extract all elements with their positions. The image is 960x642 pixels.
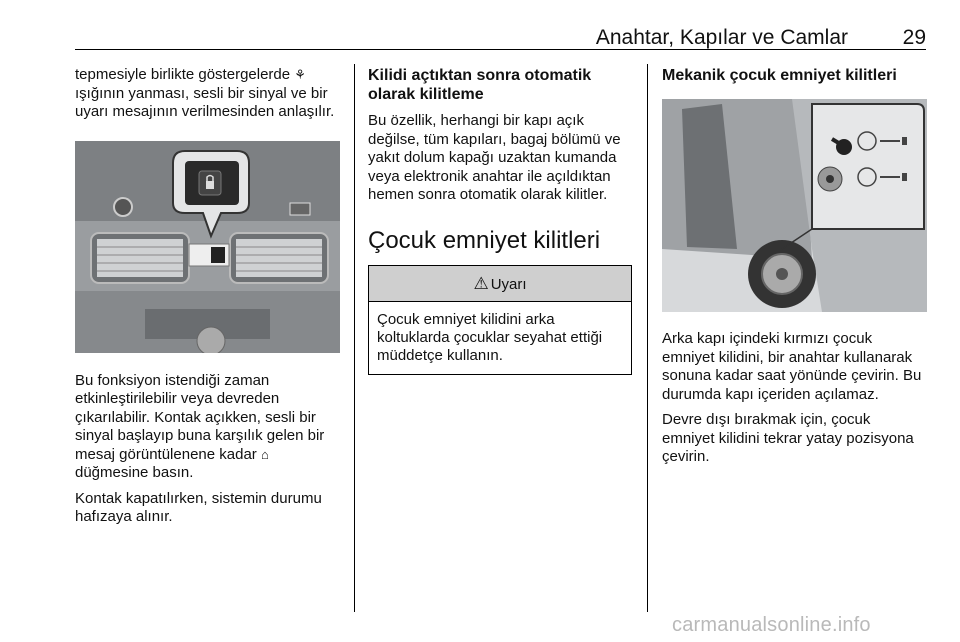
rear-door-child-lock-illustration (662, 99, 927, 312)
heading-mechanical-child-locks: Mekanik çocuk emniyet kilitleri (662, 67, 897, 84)
paragraph-child-lock-disengage: Devre dışı bırakmak için, çocuk emniyet kilidini tekrar yatay pozisyona çevirin. (662, 411, 914, 465)
warning-box (368, 265, 632, 375)
column-right (662, 66, 927, 474)
rear-door-photo (662, 99, 927, 312)
lock-button-icon: ⌂ (260, 446, 269, 462)
lock-indicator-icon: ⚘ (294, 67, 306, 82)
paragraph-memory: Kontak kapatılırken, sistemin durumu hafızaya alınır. (75, 489, 322, 525)
column-left (75, 66, 343, 534)
column-middle (368, 66, 632, 375)
paragraph-activation: Bu fonksiyon istendiği zaman etkinleştirilebilir veya devreden çıkarılabilir. Kontak açıkken, sesli bir sinyal başlayıp buna karşılık gelen bir mesaj görüntülenene kadar ⌂ düğmesine basın. (75, 371, 325, 481)
paragraph-child-lock-engage: Arka kapı içindeki kırmızı çocuk emniyet kilidini, bir anahtar kullanarak sonuna kadar saat yönünde çevirin. Bu durumda kapı içeriden açılamaz. (662, 330, 922, 403)
heading-child-locks: Çocuk emniyet kilitleri (368, 226, 601, 254)
warning-triangle-icon: ⚠ (473, 273, 489, 293)
watermark-text: carmanualsonline.info (672, 614, 871, 636)
page-number: 29 (902, 26, 926, 49)
heading-auto-relock: Kilidi açtıktan sonra otomatik olarak kilitleme (368, 67, 592, 103)
header-title: Anahtar, Kapılar ve Camlar (595, 26, 848, 49)
column-divider-2 (647, 64, 648, 612)
warning-title: Uyarı (490, 275, 527, 293)
warning-header (369, 266, 631, 302)
column-divider-1 (354, 64, 355, 612)
warning-text: Çocuk emniyet kilidini arka koltuklarda çocuklar seyahat ettiği müddetçe kullanın. (377, 310, 603, 364)
dashboard-lock-button-illustration (75, 141, 340, 353)
paragraph-auto-relock: Bu özellik, herhangi bir kapı açık değilse, tüm kapıları, bagaj bölümü ve yakıt dolum kapağı uzaktan kumanda veya elektronik anahtar ile açıldıktan hemen sonra otomatik olarak kilitler. (368, 112, 621, 203)
paragraph-warning-light: tepmesiyle birlikte göstergelerde ⚘ ışığının yanması, sesli bir sinyal ve bir uyarı mesajının verilmesinden anlaşılır. (75, 66, 335, 120)
page-header (75, 22, 926, 50)
dashboard-photo (75, 141, 340, 353)
